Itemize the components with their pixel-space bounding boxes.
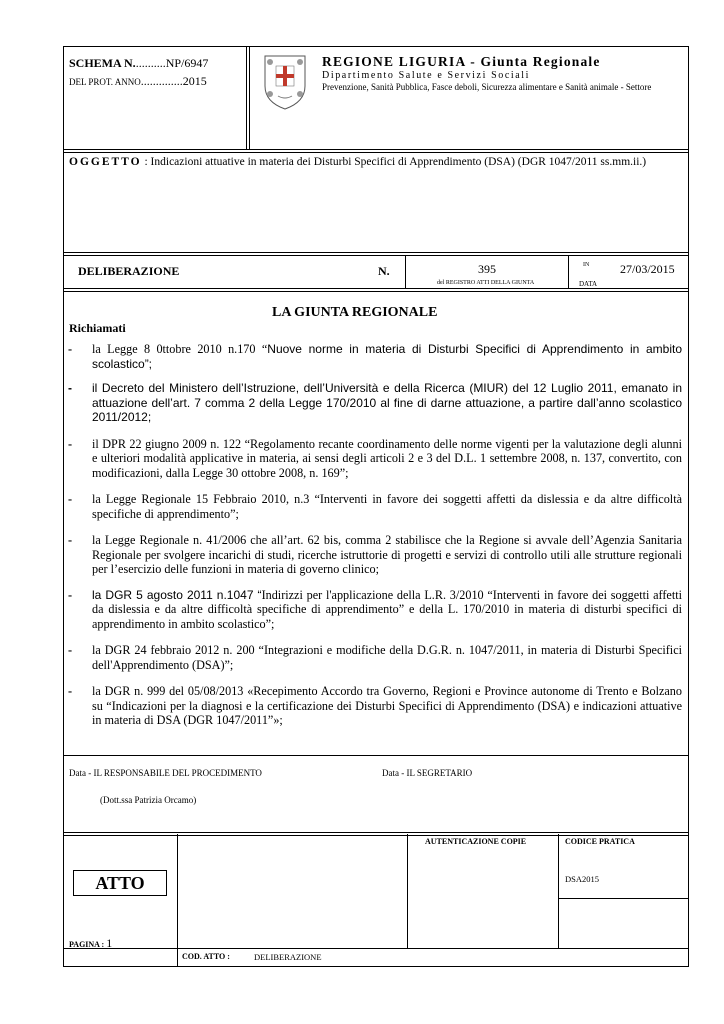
region-title: REGIONE LIGURIA - Giunta Regionale	[322, 54, 601, 69]
n-label: N.	[378, 264, 390, 278]
responsabile-name: (Dott.ssa Patrizia Orcamo)	[100, 795, 197, 805]
cod-atto-label: COD. ATTO :	[182, 952, 230, 961]
footer-inner-rule	[558, 898, 689, 899]
oggetto-line: OGGETTO : Indicazioni attuative in materia dei Disturbi Specifici di Apprendimento (DSA) (DGR 1047/2011 ss.mm.ii.)	[69, 156, 647, 168]
pagina-label: PAGINA : 1	[69, 936, 113, 950]
delib-divider-1	[405, 255, 406, 289]
autenticazione-label: AUTENTICAZIONE COPIE	[425, 837, 527, 846]
richiamati-list	[68, 342, 682, 738]
list-item: - la DGR 24 febbraio 2012 n. 200 “Integrazioni e modifiche della D.G.R. n. 1047/2011, in materia di Disturbi Specifici dell'Apprendimento (DSA)”;	[68, 643, 682, 672]
footer-divider-3	[558, 834, 559, 948]
codice-pratica-value: DSA2015	[565, 874, 600, 884]
sector-name: Prevenzione, Sanità Pubblica, Fasce deboli, Sicurezza alimentare e Sanità animale - Settore	[322, 82, 652, 92]
in-label: IN	[583, 262, 590, 268]
registry-note: del REGISTRO ATTI DELLA GIUNTA	[437, 280, 535, 286]
list-item: - il Decreto del Ministero dell’Istruzione, dell’Università e della Ricerca (MIUR) del 12 Luglio 2011, emanato in attuazione dell’art. 7 comma 2 della Legge 170/2010 al fine di darne attuazione, a partire dall’anno scolastico 2011/2012;	[68, 381, 682, 424]
list-item: - la Legge 8 0ttobre 2010 n.170 “Nuove norme in materia di Disturbi Specifici di Apprendimento in ambito scolastico”;	[68, 342, 682, 371]
prot-label: DEL PROT. ANNO..............2015	[69, 74, 207, 88]
responsabile-label: Data - IL RESPONSABILE DEL PROCEDIMENTO	[69, 768, 262, 778]
header-divider-inner	[249, 46, 250, 150]
data-label: DATA	[579, 280, 598, 288]
deliberazione-label: DELIBERAZIONE	[78, 264, 180, 278]
region-coat-of-arms-icon	[260, 52, 310, 112]
body-bottom-rule	[63, 755, 689, 756]
schema-label: SCHEMA N...........NP/6947	[69, 56, 209, 70]
department-name: Dipartimento Salute e Servizi Sociali	[322, 70, 531, 81]
richiamati-label: Richiamati	[69, 321, 126, 335]
delibera-date: 27/03/2015	[620, 262, 675, 276]
list-item: - la Legge Regionale 15 Febbraio 2010, n.3 “Interventi in favore dei soggetti affetti da dislessia e da altre difficoltà specifiche di apprendimento”;	[68, 492, 682, 521]
cod-atto-value: DELIBERAZIONE	[254, 952, 322, 962]
signature-bottom-rule	[63, 832, 689, 836]
body-title: LA GIUNTA REGIONALE	[272, 305, 438, 320]
oggetto-bottom-rule	[63, 252, 689, 256]
delib-bottom-rule	[63, 288, 689, 292]
delibera-number: 395	[478, 262, 496, 276]
footer-divider-2	[407, 834, 408, 948]
segretario-label: Data - IL SEGRETARIO	[382, 768, 473, 778]
list-item: - la DGR n. 999 del 05/08/2013 «Recepimento Accordo tra Governo, Regioni e Province autonome di Trento e Bolzano su “Indicazioni per la diagnosi e la certificazione dei Disturbi Specifici di Apprendimento (DSA) e indicazioni attuative in materia di DSA (DGR 1047/2011”»;	[68, 684, 682, 727]
atto-box: ATTO	[73, 870, 167, 896]
list-item: - il DPR 22 giugno 2009 n. 122 “Regolamento recante coordinamento delle norme vigenti per la valutazione degli alunni e ulteriori modalità applicative in materia, ai sensi degli articoli 2 e 3 del D.L. 1 settembre 2008, n. 137, convertito, con modificazioni, dalla Legge 30 ottobre 2008, n. 169”;	[68, 436, 682, 480]
delib-divider-2	[568, 255, 569, 289]
list-item: - la Legge Regionale n. 41/2006 che all’art. 62 bis, comma 2 stabilisce che la Regione si avvale dell’Agenzia Sanitaria Regionale per svolgere incarichi di studi, ricerche istruttorie di progetti e servizi di controllo utili alle strutture regionali per l’esercizio delle funzioni in materia di governo clinico;	[68, 533, 682, 576]
footer-cod-rule	[63, 948, 689, 949]
header-divider	[246, 46, 247, 150]
header-bottom-rule	[63, 149, 689, 153]
codice-pratica-label: CODICE PRATICA	[565, 837, 635, 846]
list-item: - la DGR 5 agosto 2011 n.1047 “Indirizzi per l'applicazione della L.R. 3/2010 “Interventi in favore dei soggetti affetti da dislessia e da altre difficoltà specifiche di apprendimento” e della L. 170/2010 in materia di disturbi specifici di apprendimento in ambito scolastico”;	[68, 587, 682, 631]
